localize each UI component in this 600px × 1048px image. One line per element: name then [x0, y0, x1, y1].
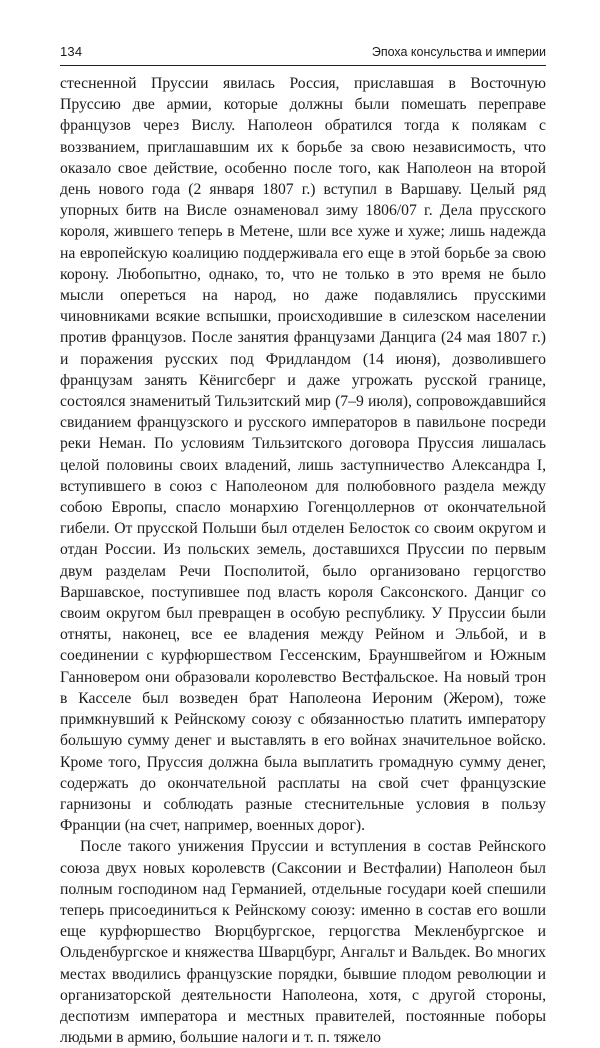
section-title: Эпоха консульства и империи: [371, 45, 546, 59]
running-header: [60, 44, 546, 66]
page-number: 134: [60, 44, 83, 59]
paragraph-2: После такого унижения Пруссии и вступления в состав Рейнского союза двух новых королевств (Саксонии и Вестфалии) Наполеон был полным господином над Германией, отдельные государи коей спешили теперь присоединиться к Рейнскому союзу: именно в состав его вошли еще курфюршество Вюрцбургское, герцогства Мекленбургское и Ольденбургское и княжества Шварцбург, Ангальт и Вальдек. Во многих местах вводились французские порядки, бывшие плодом революции и организаторской деятельности Наполеона, хотя, с другой стороны, деспотизм императора и местных правителей, постоянные поборы людьми в армию, большие налоги и т. п. тяжело: [60, 838, 546, 1047]
paragraph-1: стесненной Пруссии явилась Россия, приславшая в Восточную Пруссию две армии, которые должны были помешать переправе французов через Вислу. Наполеон обратился тогда к полякам с воззванием, приглашавшим их к борьбе за свою независимость, что оказало свое действие, особенно после того, как Наполеон на второй день нового года (2 января 1807 г.) вступил в Варшаву. Целый ряд упорных битв на Висле ознаменовал зиму 1806/07 г. Дела прусского короля, жившего теперь в Метене, шли все хуже и хуже; лишь надежда на европейскую коалицию поддерживала его еще в этой борьбе за свою корону. Любопытно, однако, то, что не только в это время не было мысли опереться на народ, но даже подавлялись прусскими чиновниками всякие вспышки, происходившие в силезском населении против французов. После занятия французами Данцига (24 мая 1807 г.) и поражения русских под Фридландом (14 июня), дозволившего французам занять Кёнигсберг и даже угрожать русской границе, состоялся знаменитый Тильзитский мир (7–9 июля), сопровождавшийся свиданием французского и русского императоров в павильоне посреди реки Неман. По условиям Тильзитского договора Пруссия лишалась целой половины своих владений, лишь заступничество Александра I, вступившего в союз с Наполеоном для полюбовного раздела между собою Европы, спасло монархию Гогенцоллернов от окончательной гибели. От прусской Польши был отделен Белосток со своим округом и отдан России. Из польских земель, доставшихся Пруссии по первым двум разделам Речи Посполитой, было организовано герцогство Варшавское, поступившее под власть короля Саксонского. Данциг со своим округом был превращен в особую республику. У Пруссии были отняты, наконец, все ее владения между Рейном и Эльбой, и в соединении с курфюршеством Гессенским, Брауншвейгом и Южным Ганновером они образовали королевство Вестфальское. На новый трон в Касселе был возведен брат Наполеона Иероним (Жером), тоже примкнувший к Рейнскому союзу с обязанностью платить императору большую сумму денег и выставлять в его войнах значительное войско. Кроме того, Пруссия должна была выплатить громадную сумму денег, содержать до окончательной расплаты на свой счет французские гарнизоны и соблюдать разные стеснительные условия в пользу Франции (на счет, например, военных дорог).: [60, 75, 546, 835]
book-page: [60, 44, 546, 1048]
body-text: [60, 73, 546, 1048]
